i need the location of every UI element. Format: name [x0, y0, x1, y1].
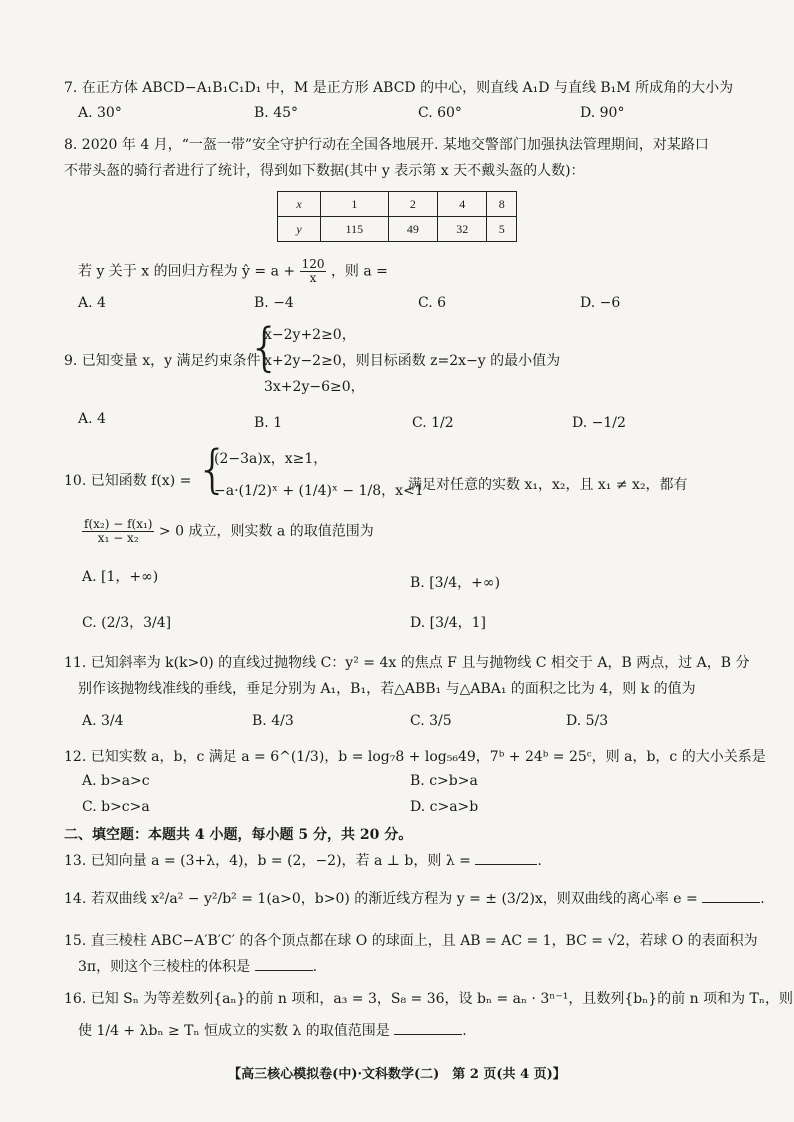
- q7-stem: 7. 在正方体 ABCD−A₁B₁C₁D₁ 中，M 是正方形 ABCD 的中心，则直线 A₁D 与直线 B₁M 所成角的大小为: [64, 80, 734, 96]
- q12-option-d: D. c>a>b: [410, 799, 479, 815]
- q11-option-a: A. 3/4: [82, 713, 124, 729]
- q10-option-a: A. [1，+∞): [82, 569, 159, 585]
- q7-option-d: D. 90°: [580, 105, 625, 121]
- q10-condition-num: f(x₂) − f(x₁): [84, 517, 153, 531]
- q11-option-b: B. 4/3: [252, 713, 294, 729]
- q10-piece-2: −a·(1/2)ˣ + (1/4)ˣ − 1/8，x<1: [214, 483, 424, 499]
- q9-constraint-3: 3x+2y−6≥0，: [264, 379, 365, 395]
- table-cell: 49: [388, 217, 437, 242]
- q10-piece-1: (2−3a)x，x≥1，: [214, 451, 328, 467]
- q7-option-c: C. 60°: [418, 105, 462, 121]
- table-cell: 4: [438, 192, 487, 217]
- q14-text: 14. 若双曲线 x²/a² − y²/b² = 1(a>0，b>0) 的渐近线方程为 y = ± (3/2)x，则双曲线的离心率 e =: [64, 891, 698, 907]
- q8-data-table: [277, 191, 517, 242]
- page-footer: 【高三核心模拟卷(中)·文科数学(二) 第 2 页(共 4 页)】: [228, 1067, 566, 1082]
- q8-option-d: D. −6: [580, 295, 621, 311]
- q12-stem: 12. 已知实数 a，b，c 满足 a = 6^(1/3)，b = log₇8 + log₅₆49，7ᵇ + 24ᵇ = 25ᶜ，则 a，b，c 的大小关系是: [64, 749, 766, 765]
- q12-option-a: A. b>a>c: [82, 773, 150, 789]
- table-row-x: [278, 192, 517, 217]
- q9-option-c: C. 1/2: [412, 415, 454, 431]
- q8-option-b: B. −4: [254, 295, 294, 311]
- q12-option-c: C. b>c>a: [82, 799, 150, 815]
- q8-stem-line2: 不带头盔的骑行者进行了统计，得到如下数据(其中 y 表示第 x 天不戴头盔的人数)：: [64, 163, 585, 179]
- q10-trail: 满足对任意的实数 x₁，x₂，且 x₁ ≠ x₂，都有: [408, 477, 688, 493]
- q8-fraction-den: x: [309, 271, 317, 285]
- table-cell: 8: [487, 192, 517, 217]
- q9-option-b: B. 1: [254, 415, 283, 431]
- table-cell: 115: [321, 217, 389, 242]
- q8-fraction-num: 120: [301, 257, 325, 271]
- q9-constraint-1: x−2y+2≥0，: [264, 327, 356, 343]
- q12-option-b: B. c>b>a: [410, 773, 478, 789]
- q9-brace: {: [248, 318, 282, 378]
- q10-condition-fraction: [82, 518, 154, 545]
- q15-text: 3π，则这个三棱柱的体积是: [78, 959, 251, 975]
- q11-option-c: C. 3/5: [410, 713, 452, 729]
- q15-line1: 15. 直三棱柱 ABC−A′B′C′ 的各个顶点都在球 O 的球面上，且 AB = AC = 1，BC = √2，若球 O 的表面积为: [64, 933, 758, 949]
- section-heading-fill-in: 二、填空题：本题共 4 小题，每小题 5 分，共 20 分。: [64, 827, 413, 843]
- q8-fraction: [300, 258, 327, 285]
- q13-answer-blank[interactable]: [475, 864, 537, 865]
- q11-line2: 别作该抛物线准线的垂线，垂足分别为 A₁，B₁，若△ABB₁ 与△ABA₁ 的面积之比为 4，则 k 的值为: [78, 681, 696, 697]
- q7-option-a: A. 30°: [78, 105, 122, 121]
- q9-option-d: D. −1/2: [572, 415, 626, 431]
- q10-condition-den: x₁ − x₂: [97, 531, 139, 545]
- q15-answer-blank[interactable]: [255, 970, 313, 971]
- q16-text: 使 1/4 + λbₙ ≥ Tₙ 恒成立的实数 λ 的取值范围是: [78, 1023, 390, 1039]
- table-header-x: x: [278, 192, 321, 217]
- q16-answer-blank[interactable]: [394, 1034, 462, 1035]
- q11-option-d: D. 5/3: [566, 713, 609, 729]
- q16-line1: 16. 已知 Sₙ 为等差数列{aₙ}的前 n 项和，a₃ = 3，S₈ = 36，设 bₙ = aₙ · 3ⁿ⁻¹，且数列{bₙ}的前 n 项和为 Tₙ，则: [64, 991, 793, 1007]
- q10-condition: [82, 518, 374, 545]
- q8-stem-line1: 8. 2020 年 4 月，“一盔一带”安全守护行动在全国各地展开. 某地交警部门加强执法管理期间，对某路口: [64, 137, 709, 153]
- table-cell: 1: [321, 192, 389, 217]
- q8-question: [78, 258, 388, 285]
- q8-option-c: C. 6: [418, 295, 447, 311]
- q14-stem: 14. 若双曲线 x²/a² − y²/b² = 1(a>0，b>0) 的渐近线方程为 y = ± (3/2)x，则双曲线的离心率 e = .: [64, 891, 765, 907]
- q8-question-pre: 若 y 关于 x 的回归方程为 ŷ = a +: [78, 263, 296, 280]
- q8-question-post: ，则 a =: [330, 263, 388, 280]
- table-row-y: [278, 217, 517, 242]
- table-cell: 5: [487, 217, 517, 242]
- q10-option-b: B. [3/4，+∞): [410, 575, 501, 591]
- q10-lead: 10. 已知函数 f(x) =: [64, 473, 192, 489]
- q9-constraint-2: x+2y−2≥0，则目标函数 z=2x−y 的最小值为: [264, 353, 561, 369]
- q8-option-a: A. 4: [78, 295, 106, 311]
- q15-line2: 3π，则这个三棱柱的体积是 .: [78, 959, 318, 975]
- q14-answer-blank[interactable]: [702, 902, 760, 903]
- q11-line1: 11. 已知斜率为 k(k>0) 的直线过抛物线 C：y² = 4x 的焦点 F 且与抛物线 C 相交于 A，B 两点，过 A，B 分: [64, 655, 750, 671]
- table-header-y: y: [278, 217, 321, 242]
- table-cell: 2: [388, 192, 437, 217]
- q13-text: 13. 已知向量 a = (3+λ，4)，b = (2，−2)，若 a ⊥ b，则 λ =: [64, 853, 471, 869]
- q16-line2: 使 1/4 + λbₙ ≥ Tₙ 恒成立的实数 λ 的取值范围是 .: [78, 1023, 467, 1039]
- q10-option-c: C. (2/3，3/4]: [82, 615, 172, 631]
- q7-option-b: B. 45°: [254, 105, 299, 121]
- q10-condition-post: > 0 成立，则实数 a 的取值范围为: [158, 523, 374, 540]
- q9-lead: 9. 已知变量 x，y 满足约束条件: [64, 353, 261, 369]
- q10-brace: {: [196, 440, 230, 500]
- table-cell: 32: [438, 217, 487, 242]
- q13-stem: 13. 已知向量 a = (3+λ，4)，b = (2，−2)，若 a ⊥ b，则 λ = .: [64, 853, 542, 869]
- q9-option-a: A. 4: [78, 411, 106, 427]
- q10-option-d: D. [3/4，1]: [410, 615, 486, 631]
